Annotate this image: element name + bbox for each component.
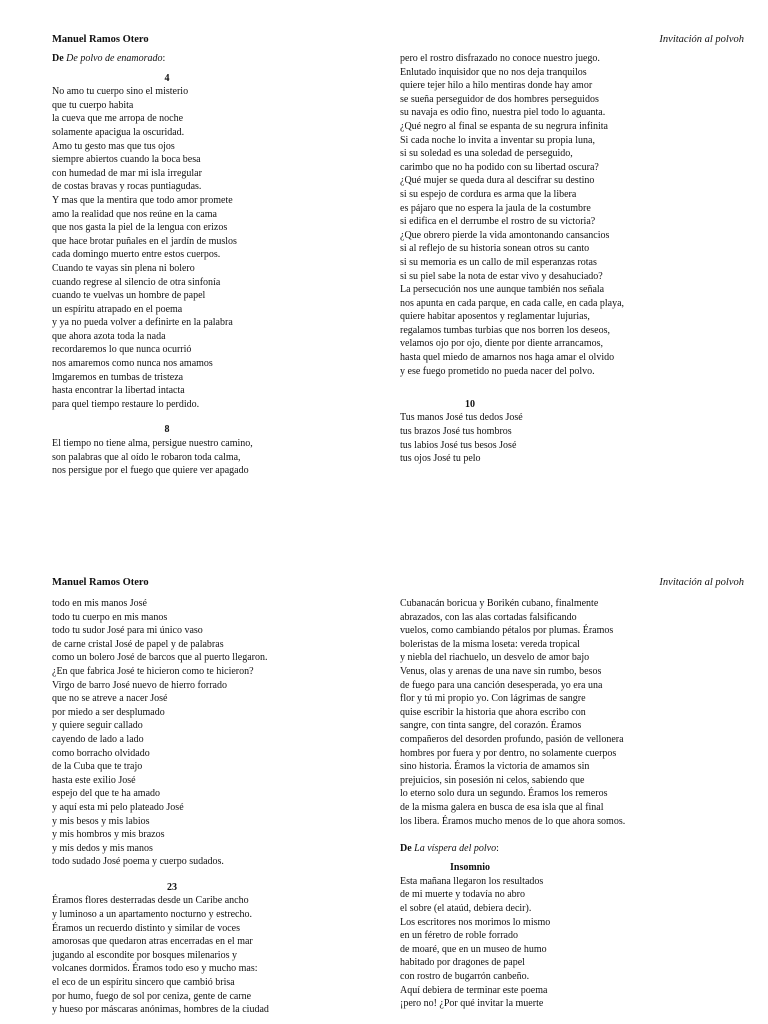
verse-line: pero el rostro disfrazado no conoce nuestro juego. [400,53,600,64]
verse-line: Enlutado inquisidor que no nos deja tranquilos [400,66,587,78]
verse-line: solamente apacigua la oscuridad. [52,126,185,138]
verse-line: Si cada noche lo invita a inventar su propia luna, [400,134,595,146]
poem-10-text [400,411,660,465]
source-line [52,52,282,66]
verse-line: todo tu cuerpo en mis manos [52,611,168,623]
verse-line: habitado por dragones de papel [400,957,525,969]
verse-line: Y mas que la mentira que todo amor promete [52,194,233,206]
poem-number: 23 [167,881,177,893]
poem-8-text [52,437,282,478]
verse-line: hasta encontrar la libertad intacta [52,385,185,397]
verse-line: por humo, fuego de sol por ceniza, gente de carne [52,990,252,1002]
verse-line: el sobre (el ataúd, debiera decir). [400,903,532,915]
verse-line: de costas bravas y rocas puntiagudas. [52,181,202,193]
verse-line: si al reflejo de su historia sonean otros su canto [400,243,590,255]
verse-line: y niebla del riachuelo, un desvelo de amor bajo [400,652,590,664]
verse-line: nos persigue por el fuego que quiere ver apagado [52,465,249,477]
verse-line: cuando te vuelvas un hombre de papel [52,290,206,302]
verse-line: volcanes dormidos. Éramos todo eso y mucho mas: [52,963,258,975]
book-title-header: Invitación al polvoh [659,34,744,45]
verse-line: lmgaremos en tumbas de tristeza [52,371,184,383]
verse-line: para quel tiempo restaure lo perdido. [52,398,200,410]
verse-line: recordaremos lo que nunca ocurrió [52,344,192,356]
verse-line: si su espejo de cordura es arma que la libera [400,188,577,200]
verse-line: tus brazos José tus hombros [400,426,512,438]
verse-line: de mi muerte y todavía no abro [400,889,525,901]
verse-line: es pájaro que no espera la jaula de la costumbre [400,202,591,214]
verse-line: todo sudado José poema y cuerpo sudados. [52,856,224,868]
verse-line: cayendo de lado a lado [52,733,144,745]
verse-line: velamos ojo por ojo, diente por diente arrancamos, [400,338,603,350]
verse-line: espejo del que te ha amado [52,788,161,800]
verse-line: El tiempo no tiene alma, persigue nuestro camino, [52,438,253,450]
verse-line: su navaja es odio fino, nuestra piel todo lo aguanta. [400,107,606,119]
verse-line: Los escritores nos morimos lo mismo [400,916,551,928]
verse-line: tus labios José tus besos José [400,439,517,451]
verse-line: compañeros del desorden profundo, pasión de vellonera [400,733,624,745]
author-header: Manuel Ramos Otero [52,577,149,588]
left-column [52,52,282,478]
poem-number: 10 [465,398,475,410]
verse-line: cada domingo muerto entre estos cuerpos. [52,249,221,261]
verse-line: por miedo a ser desplumado [52,706,165,718]
verse-line: vuelos, como cambiando pétalos por plumas. Éramos [400,625,614,637]
verse-line: si su soledad es una soledad de perseguido, [400,148,573,160]
verse-line: de moaré, que en un museo de humo [400,943,547,955]
verse-line: y mis besos y mis labios [52,815,150,827]
verse-line: en un féretro de roble forrado [400,930,518,942]
verse-line: tus ojos José tu pelo [400,453,481,465]
verse-line: flor y tú mi propio yo. Con lágrimas de sangre [400,693,586,705]
verse-line: de carne cristal José de papel y de palabras [52,638,224,650]
verse-line: hasta quel miedo de amarnos nos haga amar el olvido [400,352,615,364]
verse-line: y quiere seguir callado [52,720,143,732]
verse-line: de la misma galera en busca de esa isla que al final [400,801,604,813]
verse-line: y mis dedos y mis manos [52,842,153,854]
page-2 [0,560,768,1024]
source-title: La víspera del polvo [414,842,497,854]
verse-line: y mis hombros y mis brazos [52,829,165,841]
verse-line: boleristas de la misma loseta: vereda tropical [400,638,580,650]
verse-line: Virgo de barro José nuevo de hierro forrado [52,679,227,691]
verse-line: y luminoso a un apartamento nocturno y estrecho. [52,909,252,921]
verse-line: todo en mis manos José [52,598,147,609]
verse-line: como un bolero José de barcos que al puerto llegaron. [52,652,268,664]
verse-line: sangre, con tinta sangre, del corazón. Éramos [400,720,582,732]
verse-line: de fuego para una canción desesperada, yo era una [400,679,603,691]
verse-line: con rostro de bugarrón canbeño. [400,971,530,983]
verse-line: hombres por fuera y por dentro, no solamente cuerpos [400,747,617,759]
verse-line: que ahora azota toda la nada [52,330,166,342]
verse-line: con humedad de mar mi isla irregular [52,167,202,179]
left-column [52,597,292,1017]
verse-line: nos amaremos como nunca nos amamos [52,358,213,370]
verse-line: amo la realidad que nos reúne en la cama [52,208,217,220]
verse-line: que no se atreve a nacer José [52,693,168,705]
source-line [400,842,660,856]
verse-line: prejuicios, sin posesión ni celos, sabiendo que [400,774,585,786]
verse-line: lo eterno solo dura un segundo. Éramos los remeros [400,788,608,800]
poem-title: Insomnio [449,862,490,874]
verse-line: quiere habitar aposentos y reglamentar lujurias, [400,311,590,323]
verse-line: regalamos tumbas turbias que nos borren los deseos, [400,324,610,336]
verse-line: la cueva que me arropa de noche [52,113,184,125]
source-prefix: De [52,53,64,64]
verse-line: y ya no pueda volver a definirte en la palabra [52,317,233,329]
verse-line: ¿En que fabrica José te hicieron como te hicieron? [52,665,254,677]
insomnio-text [400,875,660,1011]
poem-number: 8 [164,424,170,436]
verse-line: que hace brotar puñales en el jardín de muslos [52,235,237,247]
author-header: Manuel Ramos Otero [52,34,149,45]
verse-line: son palabras que al oído le robaron toda calma, [52,451,241,463]
verse-line: Éramos flores desterradas desde un Caribe ancho [52,895,249,907]
verse-line: Venus, olas y arenas de una nave sin rumbo, besos [400,665,602,677]
verse-line: si edifica en el derrumbe el rostro de su victoria? [400,216,596,228]
verse-line: carimbo que no ha podido con su libertad oscura? [400,161,599,173]
verse-line: jugando al escondite por bosques milenarios y [52,949,237,961]
verse-line: Cubanacán boricua y Borikén cubano, finalmente [400,598,599,609]
verse-line: siempre abiertos cuando la boca besa [52,154,201,166]
right-column [400,52,660,466]
verse-line: Aquí debiera de terminar este poema [400,984,548,996]
poem-23-text [52,894,292,1016]
verse-line: amorosas que quedaron atras encerradas en el mar [52,936,253,948]
verse-line: ¿Qué mujer se queda dura al descifrar su destino [400,175,595,187]
verse-line: Amo tu gesto mas que tus ojos [52,140,175,152]
verse-line: de la Cuba que te trajo [52,761,143,773]
verse-line: cuando regrese al silencio de otra sinfonía [52,276,221,288]
source-suffix: : [162,53,166,64]
verse-line: La persecución nos une aunque también nos señala [400,284,605,296]
verse-line: No amo tu cuerpo sino el misterio [52,86,189,98]
verse-line: hasta este exilio José [52,774,136,786]
verse-line: quise escribir la historia que ahora escribo con [400,706,586,718]
poem-text [52,597,292,869]
poem-text [400,597,660,828]
source-title: De polvo de enamorado [66,53,163,64]
poem-4-text [52,85,282,411]
verse-line: Éramos un recuerdo distinto y similar de voces [52,922,241,934]
verse-line: Tus manos José tus dedos José [400,412,523,424]
verse-line: y ese fuego prometido no pueda nacer del polvo. [400,365,595,377]
verse-line: que tu cuerpo habita [52,99,134,111]
verse-line: se sueña perseguidor de dos hombres perseguidos [400,93,599,105]
source-prefix: De [400,842,412,854]
verse-line: que nos gasta la piel de la lengua con erizos [52,222,228,234]
poem-number: 4 [164,72,170,84]
source-suffix: : [496,842,499,854]
verse-line: ¡pero no! ¿Por qué invitar la muerte [400,998,544,1010]
verse-line: y aquí esta mi pelo plateado José [52,801,184,813]
verse-line: un espíritu atrapado en el poema [52,303,183,315]
right-column [400,597,660,1011]
verse-line: todo tu sudor José para mi único vaso [52,625,203,637]
verse-line: y hueso por máscaras anónimas, hombres de la ciudad [52,1004,269,1016]
book-title-header: Invitación al polvoh [659,577,744,588]
verse-line: ¿Qué negro al final se espanta de su negrura infinita [400,120,608,132]
verse-line: nos apunta en cada parque, en cada calle, en cada playa, [400,297,625,309]
poem-text [400,52,660,378]
verse-line: como borracho olvidado [52,747,150,759]
verse-line: si su piel sabe la nota de estar vivo y desahuciado? [400,270,603,282]
verse-line: sino historia. Éramos la victoria de amamos sin [400,761,590,773]
verse-line: el eco de un espíritu sincero que cambió brisa [52,977,235,989]
verse-line: si su memoria es un callo de mil esperanzas rotas [400,256,597,268]
verse-line: abrazados, con las alas cortadas falsificando [400,611,577,623]
verse-line: ¿Que obrero pierde la vida amontonando cansancios [400,229,610,241]
verse-line: Esta mañana llegaron los resultados [400,875,544,887]
verse-line: quiere tejer hilo a hilo mentiras donde hay amor [400,80,593,92]
verse-line: los libera. Éramos mucho menos de lo que ahora somos. [400,815,626,827]
verse-line: Cuando te vayas sin plena ni bolero [52,262,195,274]
